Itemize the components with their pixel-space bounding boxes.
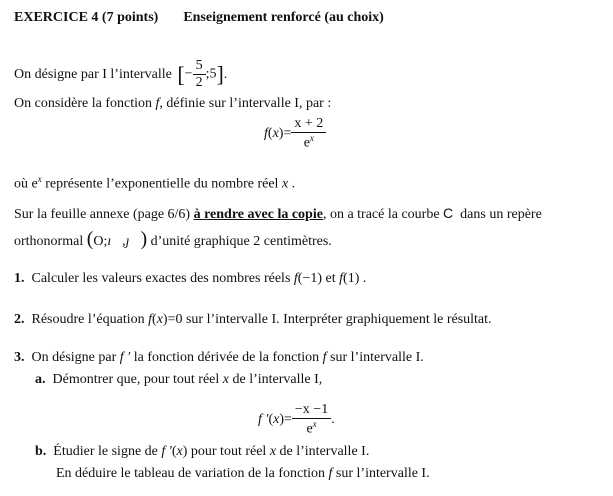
interval-left-bracket: [: [177, 61, 185, 87]
curve-name: C: [443, 205, 454, 221]
derivative-fraction: $\frac{-x -1}{e^x}$: [292, 402, 331, 438]
exercise-heading: [14, 10, 384, 26]
function-formula: f(x)= $\frac{x + 2}{e^x}$: [264, 116, 326, 152]
interval-fraction: $\frac{5}{2}$: [193, 58, 206, 91]
question-3b-line2: En déduire le tableau de variation de la fonction f sur l’intervalle I.: [56, 466, 430, 481]
annex-underlined: à rendre avec la copie: [193, 207, 323, 222]
interval-right-bracket: ]: [216, 61, 224, 87]
exercise-title: EXERCICE 4 (7 points): [14, 10, 159, 25]
exponential-line: où $e^x$ représente l’exponentielle du nombre réel x .: [14, 174, 296, 192]
question-3a: a. Démontrer que, pour tout réel x de l’intervalle I,: [35, 372, 323, 387]
exercise-subtitle: Enseignement renforcé (au choix): [183, 10, 384, 25]
derivative-formula: f ′(x)= $\frac{-x -1}{e^x}$ .: [258, 402, 335, 437]
question-1: 1. Calculer les valeurs exactes des nombres réels f(−1) et f(1) .: [14, 271, 367, 286]
question-2: 2. Résoudre l’équation f(x)=0 sur l’intervalle I. Interpréter graphiquement le résultat.: [14, 312, 492, 327]
interval-line: On désigne par I l’intervalle [− $\frac{5}{2}$ ;5].: [14, 58, 228, 91]
function-intro-line: On considère la fonction f, définie sur l’intervalle I, par :: [14, 96, 332, 111]
annex-line-2: orthonormal (O;ı⃗,ȷ⃗) d’unité graphique 2 centimètres.: [14, 228, 332, 250]
annex-line-1: Sur la feuille annexe (page 6/6) à rendre avec la copie, on a tracé la courbe C dans un repère: [14, 205, 542, 222]
question-3: 3. On désigne par f ′ la fonction dérivée de la fonction f sur l’intervalle I.: [14, 350, 424, 365]
function-fraction: $\frac{x + 2}{e^x}$: [291, 116, 326, 152]
question-3b: b. Étudier le signe de f ′(x) pour tout réel x de l’intervalle I.: [35, 444, 370, 459]
